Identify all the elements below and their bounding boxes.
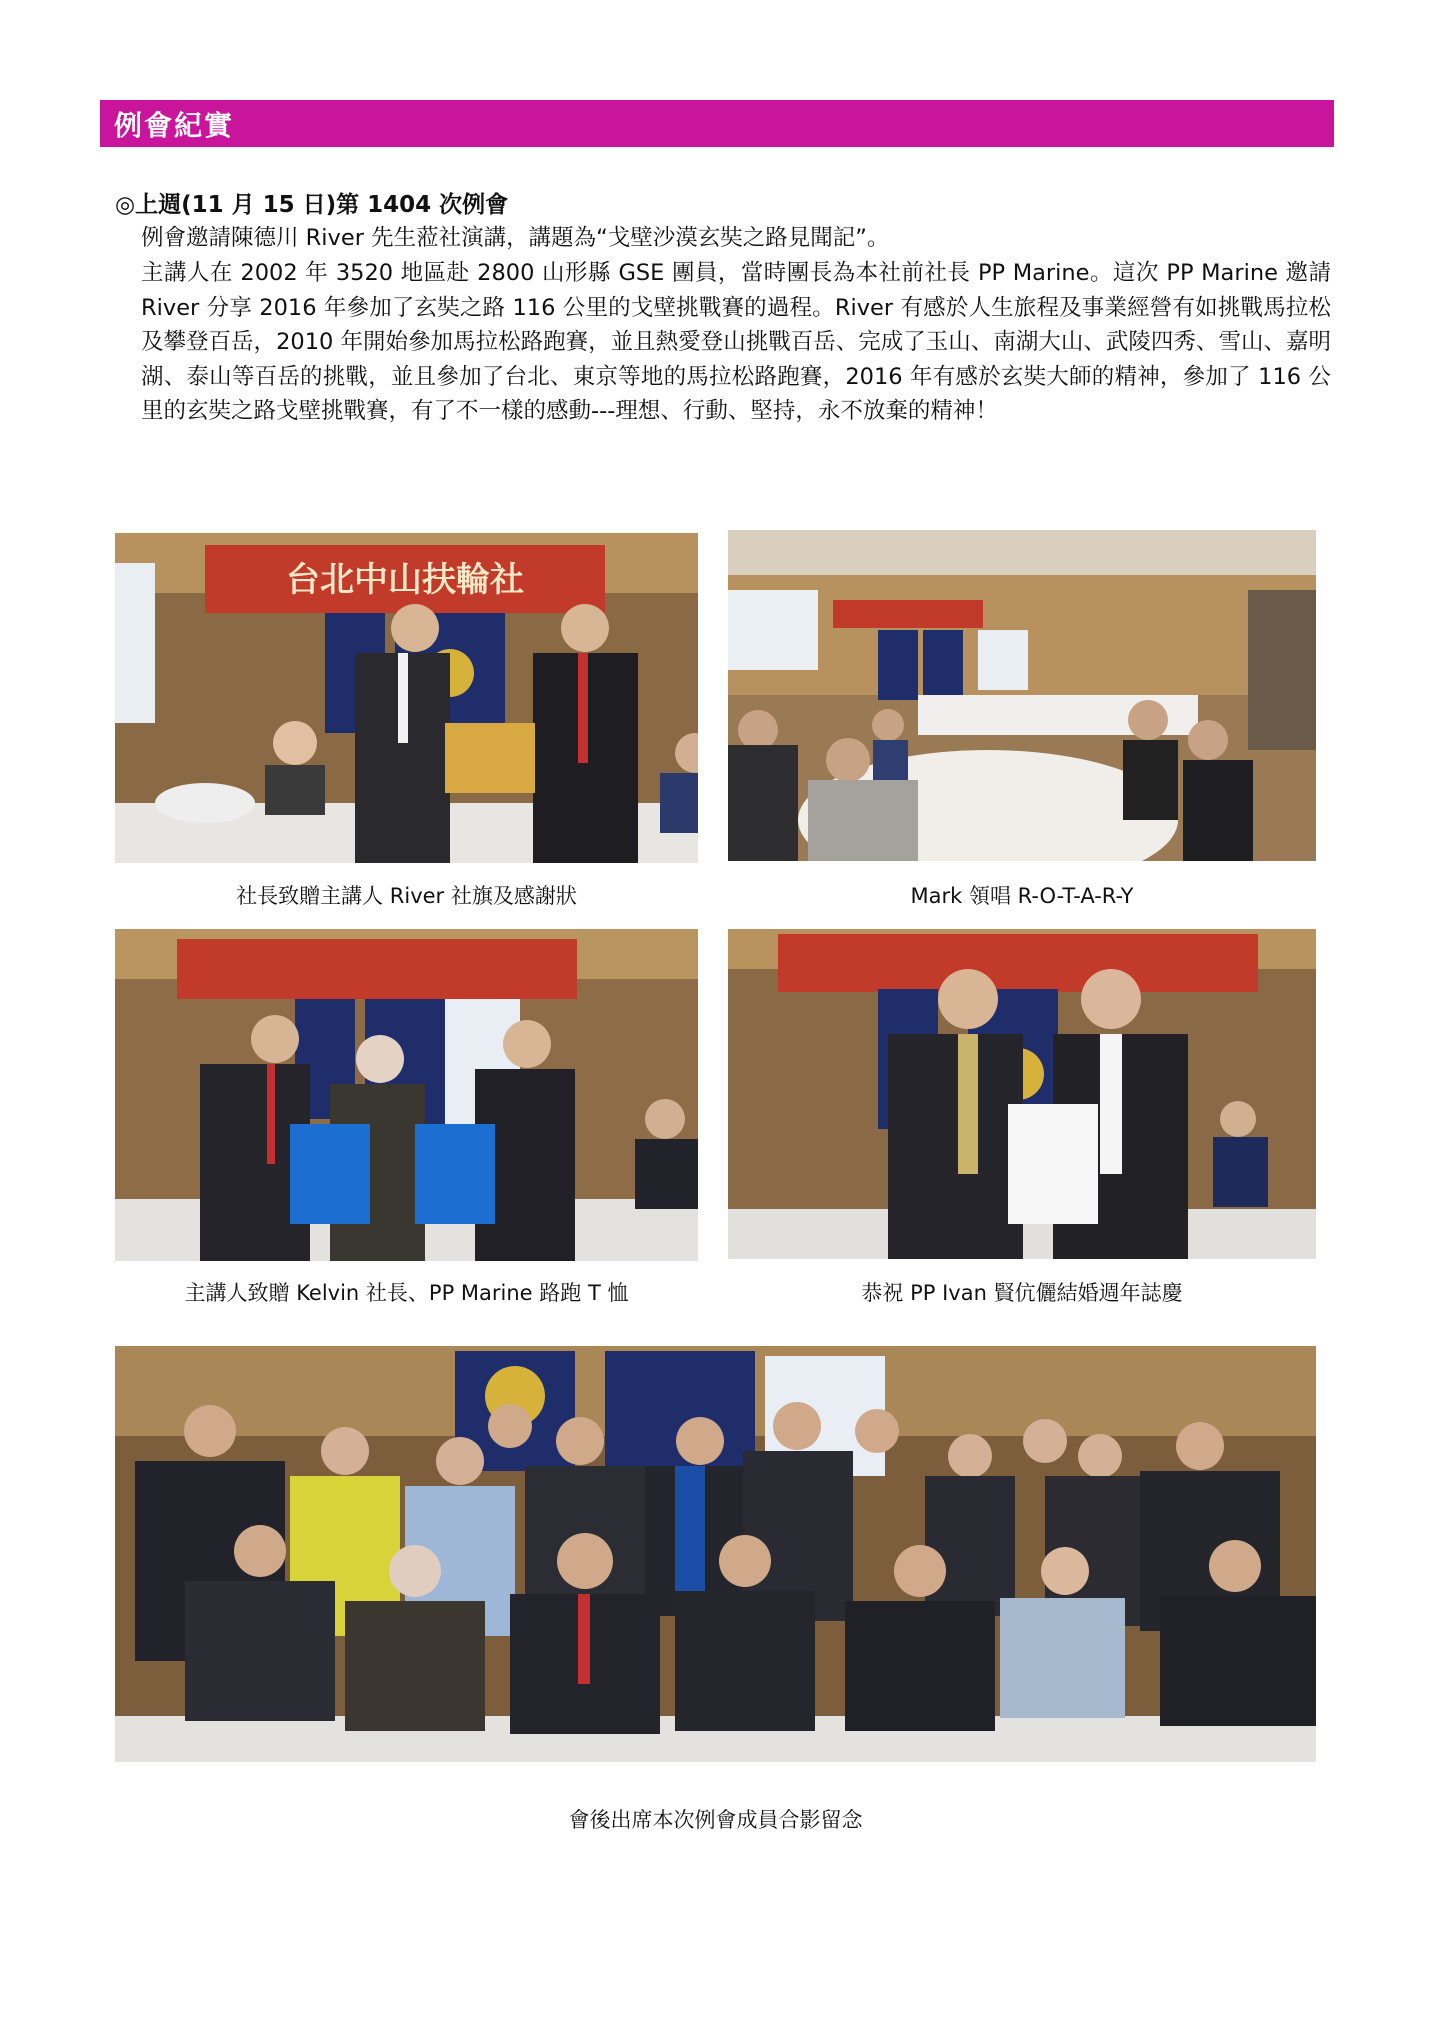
photo-tshirt-gift	[115, 929, 698, 1261]
caption-photo5: 會後出席本次例會成員合影留念	[568, 1808, 863, 1832]
section-title: 例會紀實	[114, 108, 235, 142]
photo-group	[115, 1346, 1316, 1762]
section-header-bar	[100, 100, 1334, 147]
photo-singing	[728, 530, 1316, 861]
caption-photo2: Mark 領唱 R-O-T-A-R-Y	[910, 884, 1134, 908]
photo-flag-presentation	[115, 533, 698, 863]
caption-photo1: 社長致贈主講人 River 社旗及感謝狀	[236, 884, 577, 908]
meeting-detail-paragraph: 主講人在 2002 年 3520 地區赴 2800 山形縣 GSE 團員，當時團長為本社前社長 PP Marine。這次 PP Marine 邀請 River 分享 2016 年參加了玄奘之路 116 公里的戈壁挑戰賽的過程。River 有感於人生旅程及事業經營有如挑戰馬拉松及攀登百岳，2010 年開始參加馬拉松路跑賽，並且熱愛登山挑戰百岳、完成了玉山、南湖大山、武陵四秀、雪山、嘉明湖、泰山等百岳的挑戰，並且參加了台北、東京等地的馬拉松路跑賽，2016 年有感於玄奘大師的精神，參加了 116 公里的玄奘之路戈壁挑戰賽，有了不一樣的感動---理想、行動、堅持，永不放棄的精神！	[141, 260, 1331, 424]
meeting-intro-paragraph: 例會邀請陳德川 River 先生蒞社演講，講題為“戈壁沙漠玄奘之路見聞記”。	[141, 225, 890, 251]
photo-anniversary	[728, 929, 1316, 1259]
caption-photo3: 主講人致贈 Kelvin 社長、PP Marine 路跑 T 恤	[184, 1281, 629, 1305]
banner-text: 台北中山扶輪社	[286, 560, 524, 600]
caption-photo4: 恭祝 PP Ivan 賢伉儷結婚週年誌慶	[861, 1281, 1183, 1305]
meeting-heading: ◎上週(11 月 15 日)第 1404 次例會	[115, 192, 509, 218]
